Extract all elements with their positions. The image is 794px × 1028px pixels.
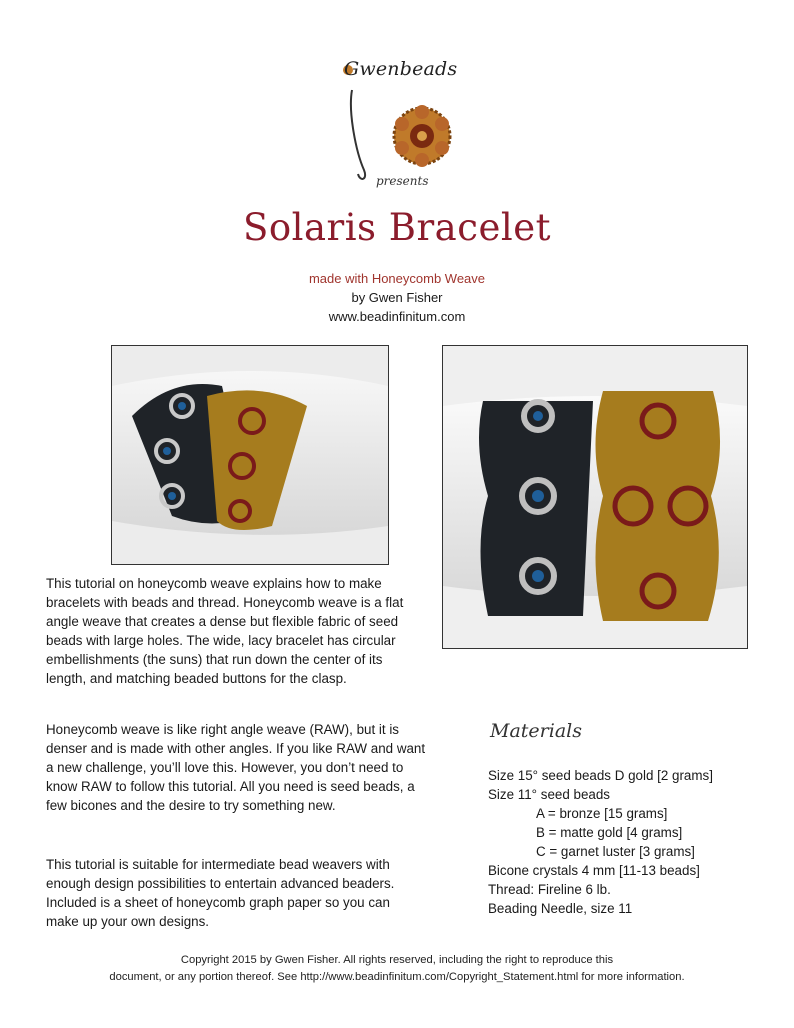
material-item: B = matte gold [4 grams]	[536, 825, 683, 840]
document-title: Solaris Bracelet	[243, 206, 551, 249]
materials-heading: Materials	[490, 720, 582, 742]
material-item: A = bronze [15 grams]	[536, 806, 668, 821]
intro-paragraph-1: This tutorial on honeycomb weave explains how to make bracelets with beads and thread. Honeycomb weave is a flat angle weave that creates a dense but flexible fabric of seed beads with large holes. The wide, lacy bracelet has circular embellishments (the suns) that run down the center of its length, and matching beaded buttons for the clasp.	[46, 576, 404, 686]
copyright-line-2: document, or any portion thereof. See http://www.beadinfinitum.com/Copyright_Statement.html for more information.	[109, 971, 685, 983]
copyright-notice	[0, 952, 794, 986]
material-item: Thread: Fireline 6 lb.	[488, 882, 611, 897]
logo-wordmark: Gwenbeads	[344, 58, 458, 80]
logo-tagline: presents	[376, 174, 429, 188]
material-item: Size 15° seed beads D gold [2 grams]	[488, 768, 713, 783]
copyright-line-1: Copyright 2015 by Gwen Fisher. All rights reserved, including the right to reproduce this	[180, 954, 614, 966]
intro-paragraph-3: This tutorial is suitable for intermediate bead weavers with enough design possibilities to entertain advanced beaders. Included is a sheet of honeycomb graph paper so you can make up your own designs.	[46, 857, 395, 929]
material-item: C = garnet luster [3 grams]	[536, 844, 695, 859]
material-item: Bicone crystals 4 mm [11-13 beads]	[488, 863, 700, 878]
subtitle: made with Honeycomb Weave	[308, 271, 486, 286]
author-byline: by Gwen Fisher	[351, 290, 443, 305]
gwenbeads-logo	[330, 52, 464, 192]
bracelet-photo-front	[442, 345, 748, 649]
intro-paragraph-2: Honeycomb weave is like right angle weave (RAW), but it is denser and is made with other angles. If you like RAW and want a new challenge, you’ll love this. However, you don’t need to know RAW to follow this tutorial. All you need is seed beads, a few bicones and the desire to try something new.	[46, 722, 426, 813]
material-item: Size 11° seed beads	[488, 787, 610, 802]
materials-list	[488, 766, 758, 918]
material-item: Beading Needle, size 11	[488, 901, 633, 916]
website-text: www.beadinfinitum.com	[328, 309, 466, 324]
bracelet-photo-angled	[111, 345, 389, 565]
